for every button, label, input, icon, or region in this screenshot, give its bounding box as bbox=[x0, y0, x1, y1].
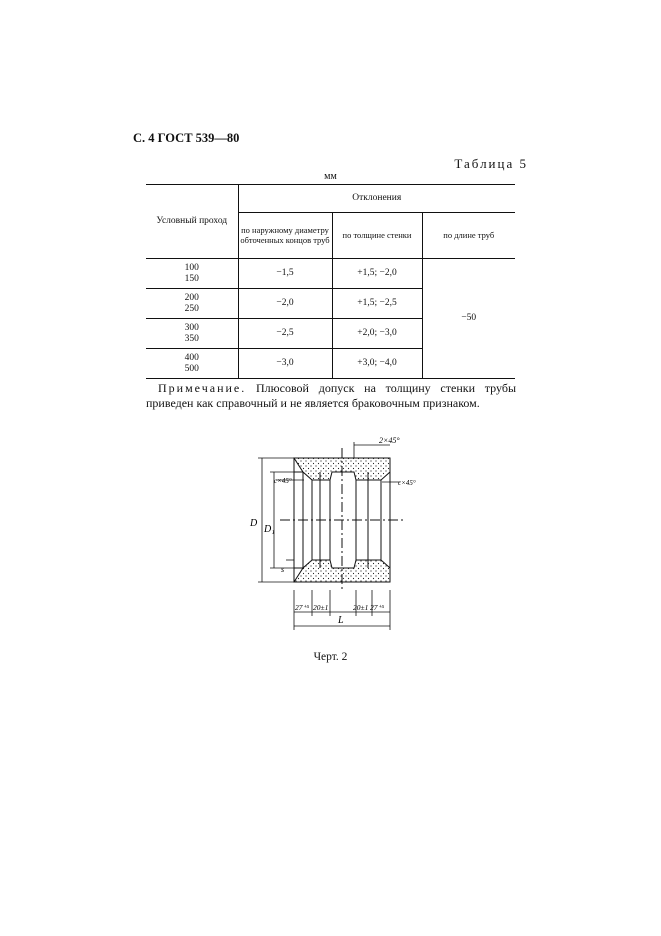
table-title: Таблица 5 bbox=[454, 156, 528, 171]
note-text: Плюсовой допуск на толщину стенки трубы приведен как справочный и не является браковочным признаком. bbox=[146, 381, 516, 410]
cell-passage: 400 500 bbox=[146, 349, 238, 379]
deviations-table bbox=[146, 184, 515, 379]
dim-27-left: 27⁺⁵ bbox=[295, 603, 310, 612]
dim-wall-thickness: s bbox=[281, 565, 285, 574]
cell-outer: −2,5 bbox=[238, 319, 332, 349]
dim-chamfer-left: c×45° bbox=[274, 477, 292, 485]
header-deviations: Отклонения bbox=[238, 185, 515, 213]
cell-wall: +2,0; −3,0 bbox=[332, 319, 422, 349]
cell-length: −50 bbox=[422, 259, 515, 379]
dim-outer-diameter: D bbox=[250, 518, 258, 529]
header-length: по длине труб bbox=[422, 213, 515, 259]
header-wall: по толщине стенки bbox=[332, 213, 422, 259]
units-label: мм bbox=[324, 171, 337, 182]
cell-outer: −3,0 bbox=[238, 349, 332, 379]
dim-inner-diameter: D₁ bbox=[264, 524, 275, 535]
pipe-drawing bbox=[240, 430, 440, 640]
dim-chamfer-right: c×45° bbox=[398, 479, 416, 487]
dim-20-left: 20±1 bbox=[313, 603, 329, 612]
drawing-caption: Черт. 2 bbox=[313, 651, 348, 663]
table-row bbox=[146, 259, 515, 289]
dim-length: L bbox=[338, 615, 344, 626]
cell-passage: 100 150 bbox=[146, 259, 238, 289]
cell-wall: +1,5; −2,0 bbox=[332, 259, 422, 289]
header-outer-diameter: по наружному диаметру обточенных концов труб bbox=[238, 213, 332, 259]
dim-27-right: 27⁺⁵ bbox=[370, 603, 385, 612]
header-passage: Условный проход bbox=[146, 185, 238, 259]
dim-chamfer-top: 2×45° bbox=[379, 436, 400, 445]
cell-outer: −1,5 bbox=[238, 259, 332, 289]
cell-passage: 300 350 bbox=[146, 319, 238, 349]
note-label: Примечание. bbox=[158, 381, 247, 395]
note bbox=[146, 381, 516, 411]
pipe-body bbox=[280, 448, 404, 590]
cell-passage: 200 250 bbox=[146, 289, 238, 319]
cell-wall: +1,5; −2,5 bbox=[332, 289, 422, 319]
cell-outer: −2,0 bbox=[238, 289, 332, 319]
page-header: С. 4 ГОСТ 539—80 bbox=[133, 131, 240, 145]
cell-wall: +3,0; −4,0 bbox=[332, 349, 422, 379]
dim-20-right: 20±1 bbox=[353, 603, 369, 612]
